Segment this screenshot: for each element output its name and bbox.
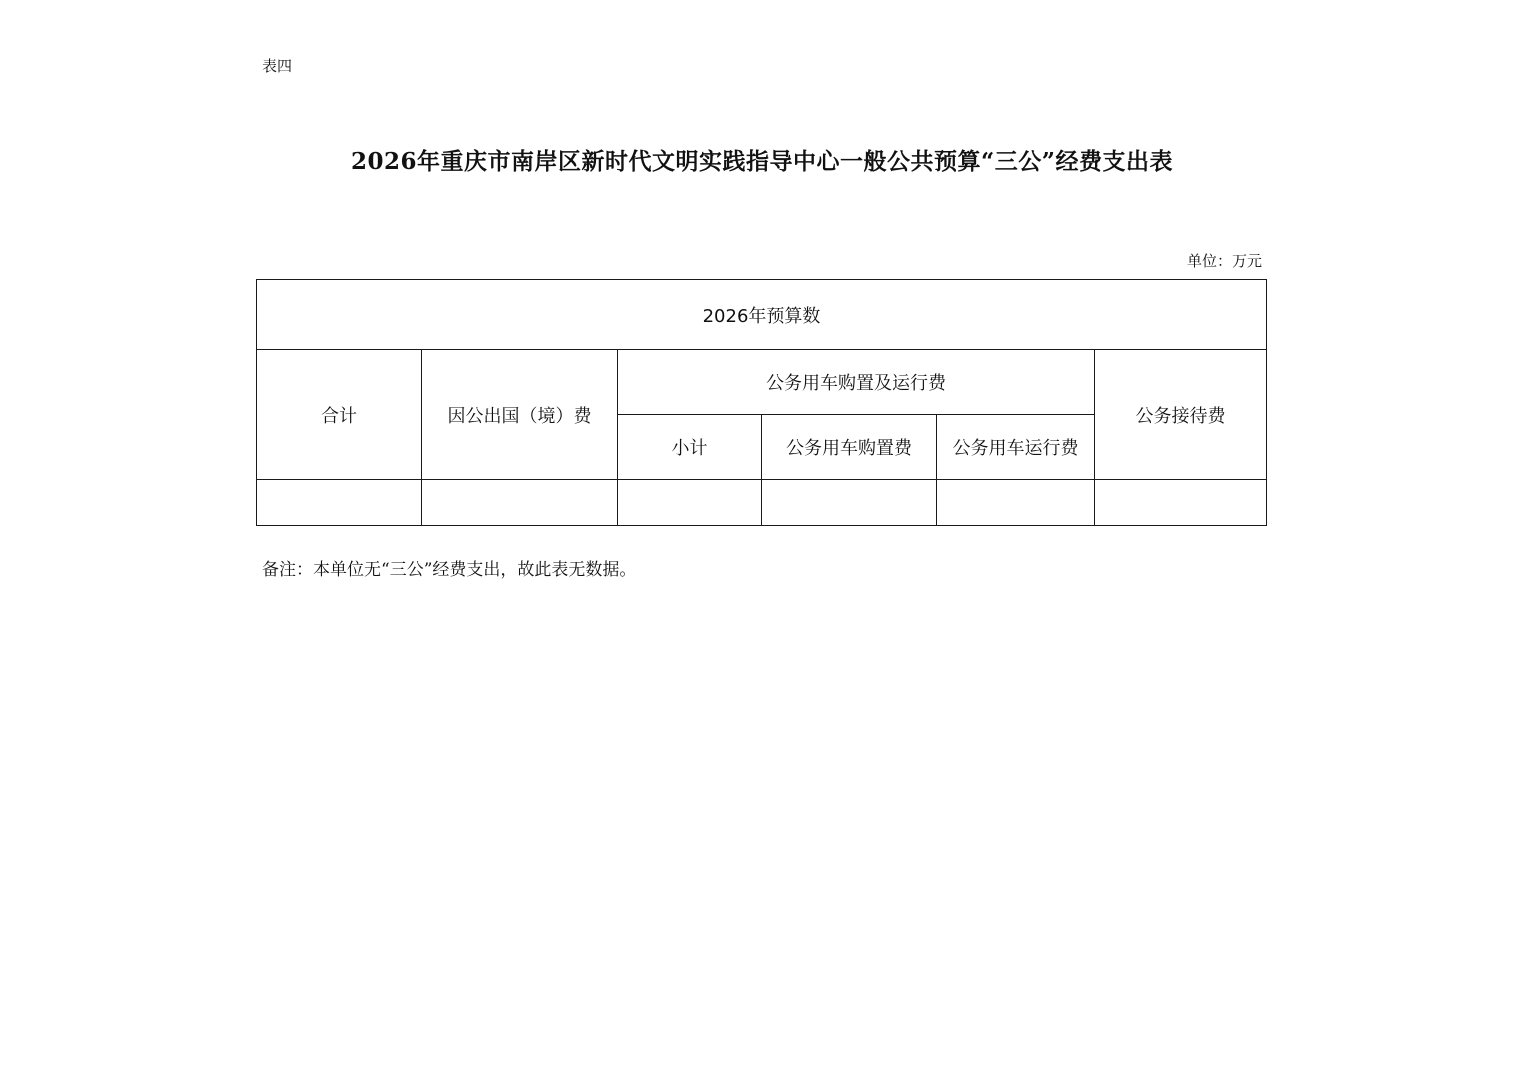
document-title: 2026年重庆市南岸区新时代文明实践指导中心一般公共预算“三公”经费支出表	[351, 148, 1173, 175]
table-label: 表四	[262, 57, 293, 75]
cell-vehicle-purchase	[762, 480, 937, 526]
cell-total	[257, 480, 422, 526]
header-row-columns	[257, 350, 1267, 415]
header-row-budget	[257, 280, 1267, 350]
header-reception: 公务接待费	[1095, 350, 1267, 480]
cell-overseas-travel	[422, 480, 618, 526]
header-overseas-travel: 因公出国（境）费	[422, 350, 618, 480]
header-budget-2026: 2026年预算数	[257, 280, 1267, 350]
header-vehicle-operation: 公务用车运行费	[937, 415, 1095, 480]
cell-vehicle-operation	[937, 480, 1095, 526]
unit-label: 单位：万元	[1186, 252, 1262, 270]
cell-vehicle-subtotal	[618, 480, 762, 526]
budget-table	[256, 279, 1267, 526]
footnote: 备注：本单位无“三公”经费支出，故此表无数据。	[262, 560, 637, 580]
cell-reception	[1095, 480, 1267, 526]
header-vehicle-group: 公务用车购置及运行费	[618, 350, 1095, 415]
table-row	[257, 480, 1267, 526]
header-total: 合计	[257, 350, 422, 480]
header-vehicle-subtotal: 小计	[618, 415, 762, 480]
header-vehicle-purchase: 公务用车购置费	[762, 415, 937, 480]
